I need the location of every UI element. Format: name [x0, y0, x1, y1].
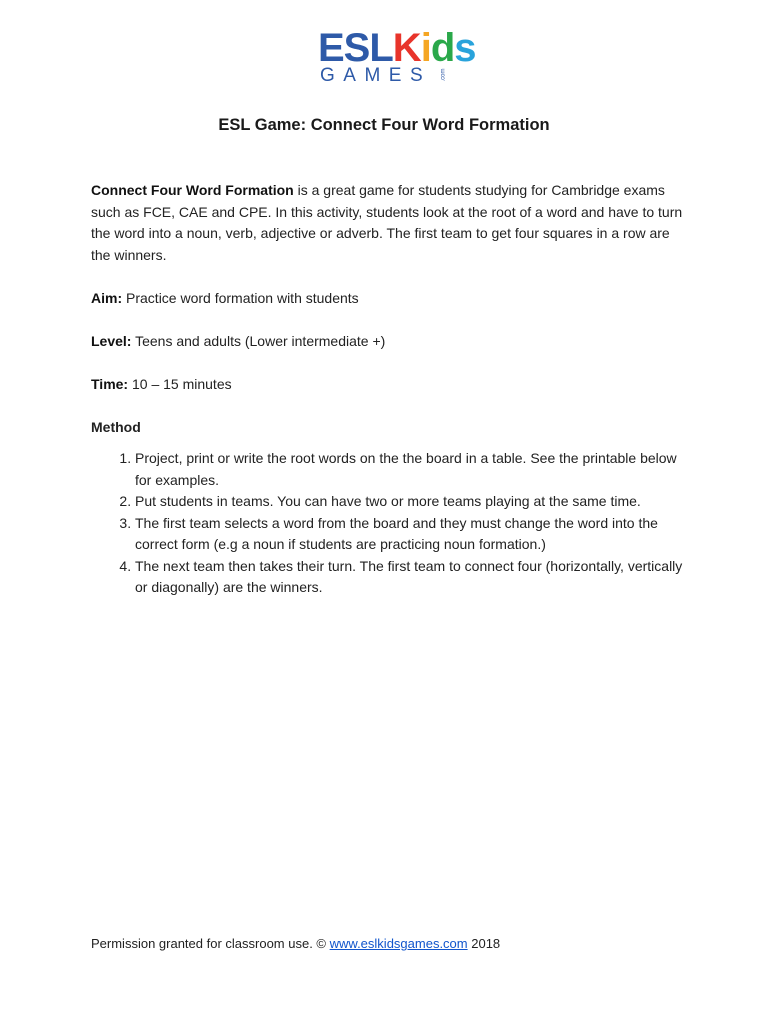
- time-value: 10 – 15 minutes: [128, 375, 232, 392]
- logo-d: d: [430, 26, 455, 70]
- logo-com: .com: [440, 68, 447, 82]
- intro-paragraph: [91, 180, 691, 266]
- method-step: 1. Project, print or write the root words on the the board in a table. See the printable below for examples.: [135, 448, 691, 491]
- page-title: ESL Game: Connect Four Word Formation: [218, 116, 550, 134]
- footer-text: Permission granted for classroom use. ©: [91, 936, 330, 951]
- footer-year: 2018: [467, 936, 501, 951]
- method-heading: Method: [91, 418, 141, 435]
- method-step: 2. Put students in teams. You can have two or more teams playing at the same time.: [135, 491, 691, 513]
- method-step: 4. The next team then takes their turn. The first team to connect four (horizontally, vertically or diagonally) are the winners.: [135, 556, 691, 599]
- intro-text: is a great game for students studying for Cambridge exams such as FCE, CAE and CPE. In this activity, students look at the root of a word and have to turn the word into a noun, verb, adjective or adverb. The first team to get four squares in a row are the winners.: [91, 182, 683, 263]
- logo-games: GAMES: [320, 65, 432, 86]
- time-line: [91, 374, 691, 396]
- logo-s: s: [454, 26, 476, 70]
- logo-wordmark: [318, 26, 476, 70]
- time-label: Time:: [91, 375, 129, 392]
- intro-bold: Connect Four Word Formation: [91, 182, 294, 198]
- method-step: 3. The first team selects a word from the board and they must change the word into the correct form (e.g a noun if students are practicing noun formation.): [135, 513, 691, 556]
- document-body: [91, 180, 691, 599]
- method-steps: [91, 448, 691, 599]
- footer: [91, 936, 500, 951]
- aim-value: Practice word formation with students: [122, 289, 359, 306]
- aim-label: Aim:: [91, 289, 123, 306]
- aim-line: [91, 288, 691, 310]
- logo-esl: ESL: [318, 26, 393, 70]
- logo-k: K: [392, 26, 421, 70]
- eslkidsgames-logo: [318, 26, 476, 86]
- logo-i: i: [420, 26, 431, 70]
- level-label: Level:: [91, 332, 132, 349]
- level-value: Teens and adults (Lower intermediate +): [131, 332, 386, 349]
- level-line: [91, 331, 691, 353]
- footer-link[interactable]: www.eslkidsgames.com: [329, 936, 468, 951]
